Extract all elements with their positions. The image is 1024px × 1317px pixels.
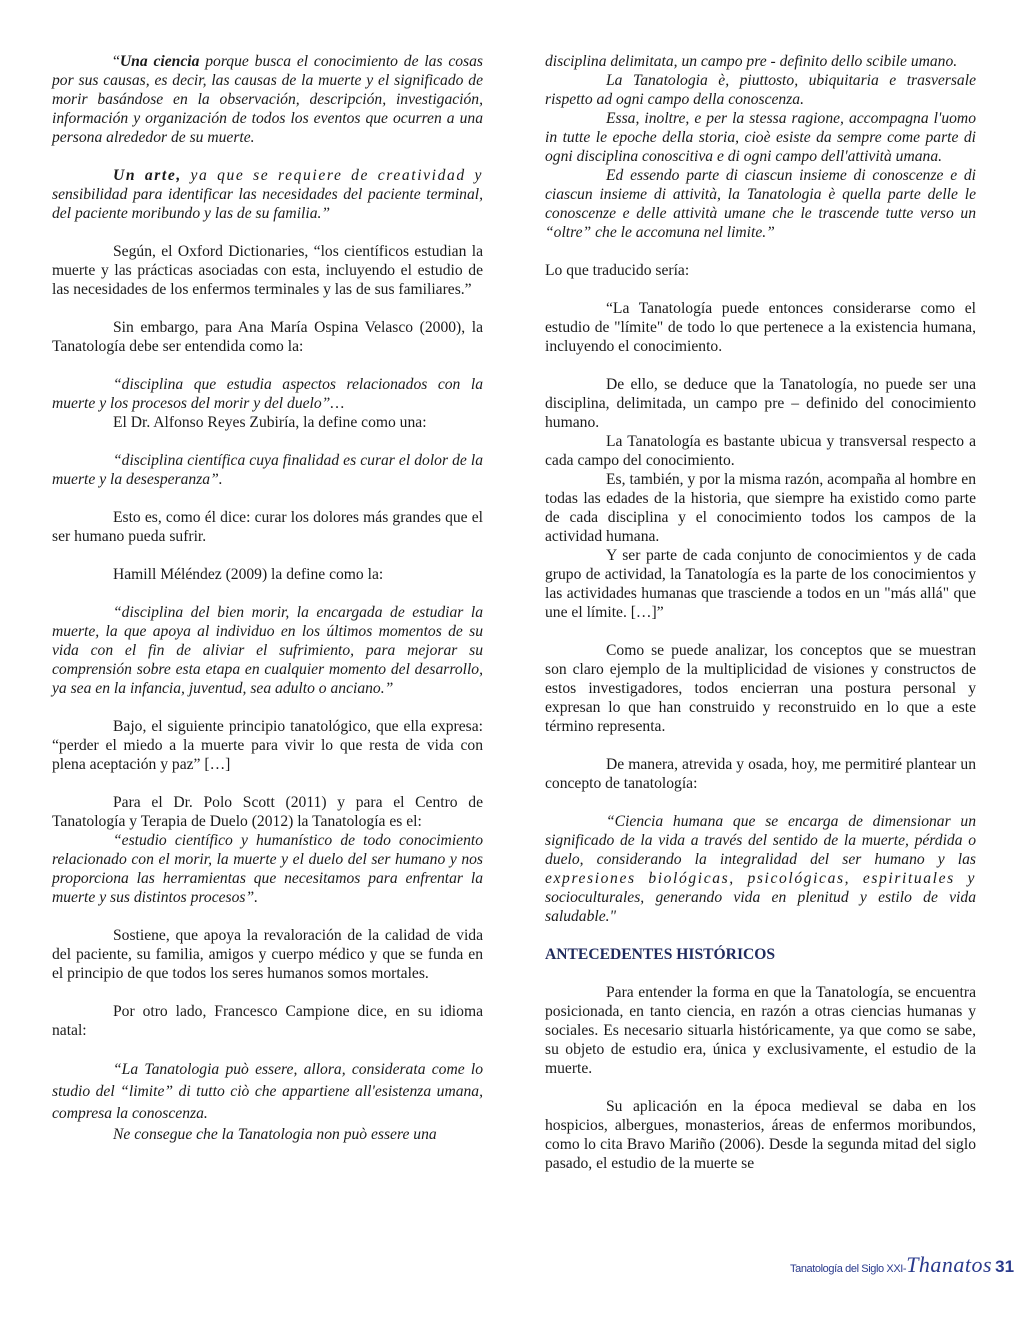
quote: “La Tanatologia può essere, allora, considerata come lo studio del “limite” di tutto ciò che appartiene all'esistenza umana, compresa la conoscenza. (52, 1061, 483, 1122)
paragraph: Hamill Méléndez (2009) la define como la: (113, 566, 384, 583)
quote: “disciplina del bien morir, la encargada de estudiar la muerte, la que apoya al individuo en los últimos momentos de su vida con el fin de aliviar el sufrimiento, para mejorar su comprensión sobre esta etapa en cualquier momento del desarrollo, ya sea en la infancia, juventud, sea adulto o anciano.” (52, 604, 483, 697)
quote: La Tanatologia è, piuttosto, ubiquitaria e trasversale rispetto ad ogni campo della conoscenza. (545, 72, 976, 108)
page-number: 31 (995, 1257, 1015, 1276)
quote: Ne consegue che la Tanatologia non può essere una (113, 1126, 437, 1143)
paragraph: Y ser parte de cada conjunto de conocimientos y de cada grupo de actividad, la Tanatología es la parte de los conocimientos y las actividades humanas que trasciende a todos en un "más allá" que une el límite. […]” (545, 547, 976, 621)
page-footer (790, 1252, 1015, 1280)
paragraph: De ello, se deduce que la Tanatología, no puede ser una disciplina, delimitada, un campo pre – definido del conocimiento humano. (545, 376, 976, 431)
section-heading: ANTECEDENTES HISTÓRICOS (545, 946, 776, 963)
paragraph: Para el Dr. Polo Scott (2011) y para el Centro de Tanatología y Terapia de Duelo (2012) la Tanatología es el: (52, 794, 483, 830)
paragraph: Como se puede analizar, los conceptos que se muestran son claro ejemplo de la multiplicidad de visiones y constructos de estos investigadores, todos encierran una postura personal y expresan lo que han construido y reconstruido en lo que a este término representa. (545, 642, 976, 735)
paragraph: Esto es, como él dice: curar los dolores más grandes que el ser humano pueda sufrir. (52, 509, 483, 545)
quote: Essa, inoltre, e per la stessa ragione, accompagna l'uomo in tutte le epoche della storia, cioè esiste da sempre come parte di ogni disciplina conoscitiva e di ogni campo dell'attività umana. (545, 110, 976, 165)
footer-series-title: Tanatología del Siglo XXI- (790, 1263, 907, 1275)
paragraph: Sin embargo, para Ana María Ospina Velasco (2000), la Tanatología debe ser entendida como la: (52, 319, 483, 355)
quote: disciplina delimitata, un campo pre - definito dello scibile umano. (545, 53, 958, 70)
paragraph: Su aplicación en la época medieval se daba en los hospicios, albergues, monasterios, áreas de enfermos moribundos, como lo cita Bravo Mariño (2006). Desde la segunda mitad del siglo pasado, el estudio de la muerte se (545, 1098, 976, 1172)
right-column (545, 52, 976, 1173)
quote: “estudio científico y humanístico de todo conocimiento relacionado con el morir, la muerte y el duelo del ser humano y nos proporciona las herramientas que necesitamos para enfrentar la muerte y sus distintos procesos”. (52, 832, 483, 906)
paragraph: Bajo, el siguiente principio tanatológico, que ella expresa: “perder el miedo a la muerte para vivir lo que resta de vida con plena aceptación y paz” […] (52, 718, 483, 773)
paragraph: Lo que traducido sería: (545, 262, 690, 279)
paragraph: Según, el Oxford Dictionaries, “los científicos estudian la muerte y las prácticas asociadas con esta, incluyendo el estudio de las necesidades de los enfermos terminales y las de sus familiares.” (52, 243, 483, 298)
left-column (52, 52, 483, 1144)
quote: “Ciencia humana que se encarga de dimensionar un significado de la vida a través del sentido de la muerte, pérdida o duelo, considerando la integralidad del ser humano y las expresiones biológicas, psicológicas, espirituales y socioculturales, generando vida en plenitud y estilo de vida saludable." (545, 813, 976, 925)
emphasis: Una ciencia (119, 53, 200, 70)
paragraph: De manera, atrevida y osada, hoy, me permitiré plantear un concepto de tanatología: (545, 756, 976, 792)
paragraph: Por otro lado, Francesco Campione dice, en su idioma natal: (52, 1003, 483, 1039)
quote: “disciplina científica cuya finalidad es curar el dolor de la muerte y la desesperanza”. (52, 452, 483, 488)
paragraph: El Dr. Alfonso Reyes Zubiría, la define como una: (113, 414, 427, 431)
emphasis: Un arte, (113, 167, 182, 184)
paragraph: “La Tanatología puede entonces considerarse como el estudio de "límite" de todo lo que pertenece a la existencia humana, incluyendo el conocimiento. (545, 300, 976, 355)
paragraph: La Tanatología es bastante ubicua y transversal respecto a cada campo del conocimiento. (545, 433, 976, 469)
quote: Ed essendo parte di ciascun insieme di conoscenze e di ciascun insieme di attività, la Tanatologia è quella parte delle le conoscenze e delle attività umane che le trascende tutte verso un “oltre” che le accomuna nel limite.” (545, 167, 976, 241)
quote: “disciplina que estudia aspectos relacionados con la muerte y los procesos del morir y del duelo”… (52, 376, 483, 412)
paragraph: Sostiene, que apoya la revaloración de la calidad de vida del paciente, su familia, amigos y cuerpo médico y que se funda en el principio de que todos los seres humanos somos mortales. (52, 927, 483, 982)
paragraph: Para entender la forma en que la Tanatología, se encuentra posicionada, en tanto ciencia, en razón a otras ciencias humanas y sociales. Es necesario situarla históricamente, ya que como se sabe, su objeto de estudio era, única y exclusivamente, el estudio de la muerte. (545, 984, 976, 1077)
paragraph: Es, también, y por la misma razón, acompaña al hombre en todas las edades de la historia, que siempre ha existido como parte de cada disciplina y el conocimiento todos los campos de la actividad humana. (545, 471, 976, 545)
footer-brand-logo: Thanatos (906, 1252, 993, 1277)
paragraph: “Una ciencia porque busca el conocimiento de las cosas por sus causas, es decir, las causas de la muerte y el significado de morir basándose en la observación, descripción, investigación, información y organización de todos los eventos que ocurren a una persona alrededor de su muerte. (52, 53, 483, 146)
paragraph: Un arte, ya que se requiere de creatividad y sensibilidad para identificar las necesidades del paciente terminal, del paciente moribundo y las de su familia.” (52, 167, 484, 222)
